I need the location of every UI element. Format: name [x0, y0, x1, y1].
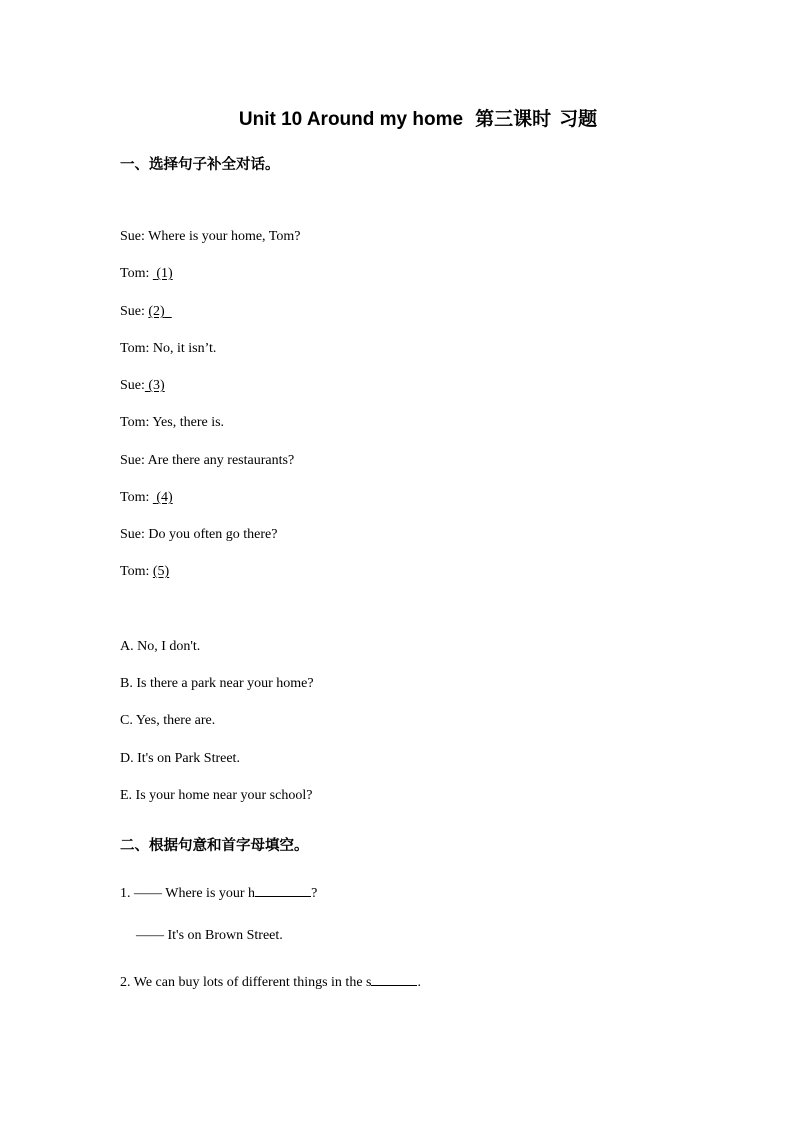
fill-in-blank[interactable] [255, 884, 311, 897]
dialogue-text: Are there any restaurants? [147, 453, 295, 468]
question-1-line-2: —— It's on Brown Street. [136, 928, 283, 943]
answer-blank[interactable]: (3) [148, 378, 165, 393]
speaker: Sue: [120, 229, 145, 244]
option-a: A. No, I don't. [120, 639, 201, 654]
speaker: Sue: [120, 453, 145, 468]
dialogue-text: No, it isn’t. [152, 341, 217, 356]
dialogue-text: Where is your home, Tom? [148, 229, 301, 244]
dialogue-text: Yes, there is. [152, 415, 225, 430]
answer-blank[interactable]: (1) [156, 266, 173, 281]
speaker: Tom: [120, 266, 150, 281]
speaker: Tom: [120, 341, 150, 356]
answer-blank[interactable]: (4) [156, 490, 173, 505]
speaker: Sue: [120, 527, 145, 542]
speaker: Tom: [120, 490, 150, 505]
dialogue-line [120, 304, 172, 320]
option-d: D. It's on Park Street. [120, 751, 240, 766]
fill-in-blank[interactable] [371, 973, 417, 986]
title-lesson: 第三课时 [475, 109, 552, 130]
speaker: Tom: [120, 564, 150, 579]
title-english: Unit 10 Around my home [238, 109, 464, 130]
speaker: Tom: [120, 415, 150, 430]
option-c: C. Yes, there are. [120, 713, 216, 728]
dialogue-line [120, 453, 294, 469]
option-e: E. Is your home near your school? [120, 788, 313, 803]
dialogue-line [120, 490, 173, 506]
speaker: Sue: [120, 304, 145, 319]
dialogue-line [120, 564, 169, 580]
section-2-heading: 二、根据句意和首字母填空。 [120, 838, 309, 854]
option-b: B. Is there a park near your home? [120, 676, 314, 691]
dialogue-text: Do you often go there? [148, 527, 278, 542]
question-1-line-1: 1. —— Where is your h ? [120, 886, 318, 901]
dialogue-line [120, 229, 300, 245]
page-title [0, 104, 794, 131]
section-1-heading: 一、选择句子补全对话。 [120, 157, 280, 173]
answer-blank[interactable]: (2) [148, 304, 165, 319]
dialogue-line [120, 527, 277, 543]
question-2: 2. We can buy lots of different things in the s . [120, 975, 421, 990]
dialogue-line [120, 341, 216, 357]
dialogue-line [120, 266, 173, 282]
dialogue-line [120, 415, 224, 431]
dialogue-line [120, 378, 165, 394]
answer-blank[interactable]: (5) [152, 564, 170, 579]
speaker: Sue: [120, 378, 145, 393]
title-exercise: 习题 [559, 109, 598, 130]
